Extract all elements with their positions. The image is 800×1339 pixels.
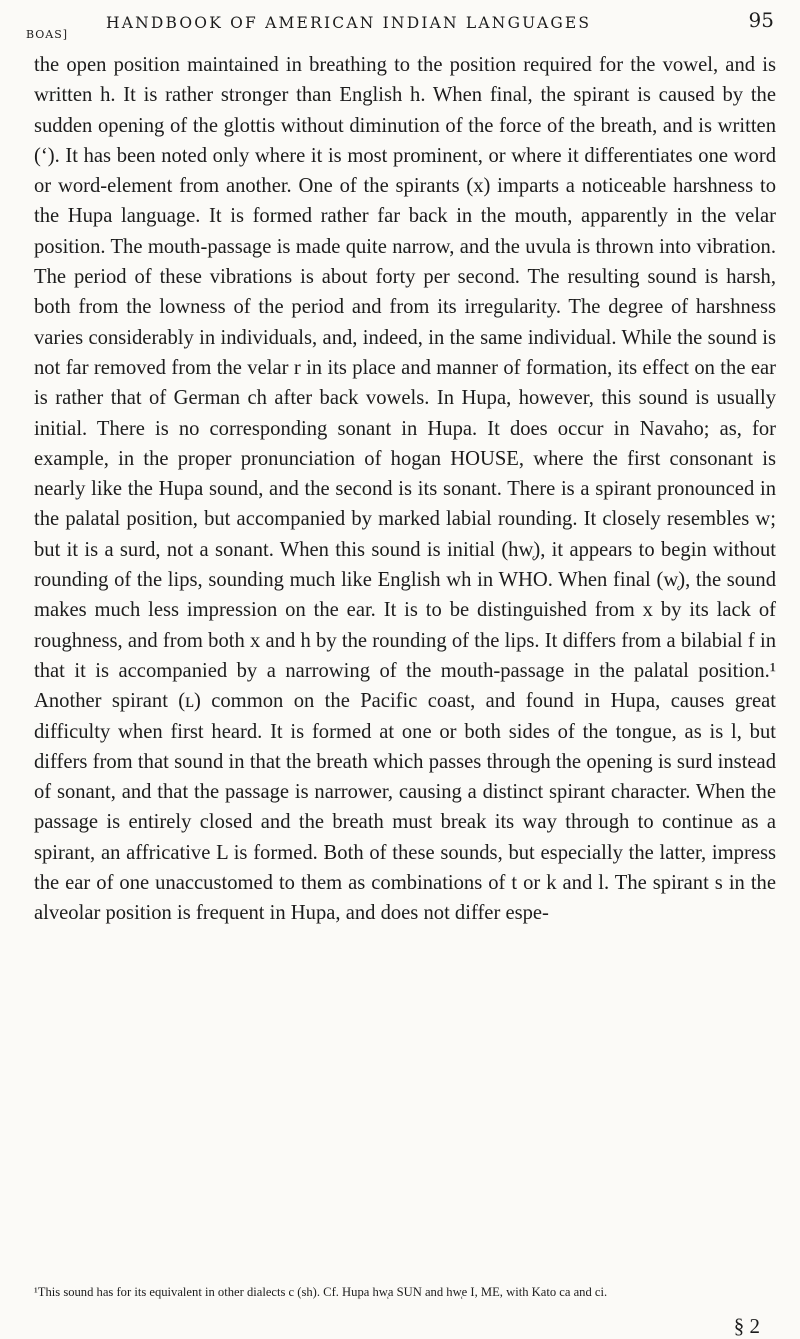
body-text xyxy=(34,50,776,929)
section-marker: § 2 xyxy=(733,1314,760,1338)
page-number: 95 xyxy=(748,8,774,32)
header-author: BOAS] xyxy=(26,28,69,41)
running-header xyxy=(26,6,774,46)
header-title: HANDBOOK OF AMERICAN INDIAN LANGUAGES xyxy=(106,14,592,32)
body-paragraph: the open position maintained in breathing to the position required for the vowel, and is written h. It is rather stronger than English h. When final, the spirant is caused by the sudden opening of the glottis without diminution of the force of the breath, and is written (ʻ). It has been noted only where it is most prominent, or where it differentiates one word or word-element from another. One of the spirants (x) imparts a noticeable harshness to the Hupa language. It is formed rather far back in the mouth, apparently in the velar position. The mouth-passage is made quite narrow, and the uvula is thrown into vibration. The period of these vibrations is about forty per second. The resulting sound is harsh, both from the lowness of the period and from its irregularity. The degree of harshness varies considerably in individuals, and, indeed, in the same individual. While the sound is not far removed from the velar r in its place and manner of formation, its effect on the ear is rather that of German ch after back vowels. In Hupa, however, this sound is usually initial. There is no corresponding sonant in Hupa. It does occur in Navaho; as, for example, in the proper pronunciation of hogan HOUSE, where the first consonant is nearly like the Hupa sound, and the second is its sonant. There is a spirant pronounced in the palatal position, but accompanied by marked labial rounding. It closely resembles w; but it is a surd, not a sonant. When this sound is initial (hw̜), it appears to begin without rounding of the lips, sounding much like English wh in WHO. When final (w̜), the sound makes much less impression on the ear. It is to be distinguished from x by its lack of roughness, and from both x and h by the rounding of the lips. It differs from a bilabial f in that it is accompanied by a narrowing of the mouth-passage in the palatal position.¹ Another spirant (ʟ) common on the Pacific coast, and found in Hupa, causes great difficulty when first heard. It is formed at one or both sides of the tongue, as is l, but differs from that sound in that the breath which passes through the opening is surd instead of sonant, and that the passage is narrower, causing a distinct spirant character. When the passage is entirely closed and the breath must break its way through to continue as a spirant, an affricative L is formed. Both of these sounds, but especially the latter, impress the ear of one unaccustomed to them as combinations of t or k and l. The spirant s in the alveolar position is frequent in Hupa, and does not differ espe- xyxy=(34,54,776,925)
footnote: ¹This sound has for its equivalent in other dialects c (sh). Cf. Hupa hw̜a SUN and hw̜e I, ME, with Kato ca and ci. xyxy=(34,1285,608,1299)
